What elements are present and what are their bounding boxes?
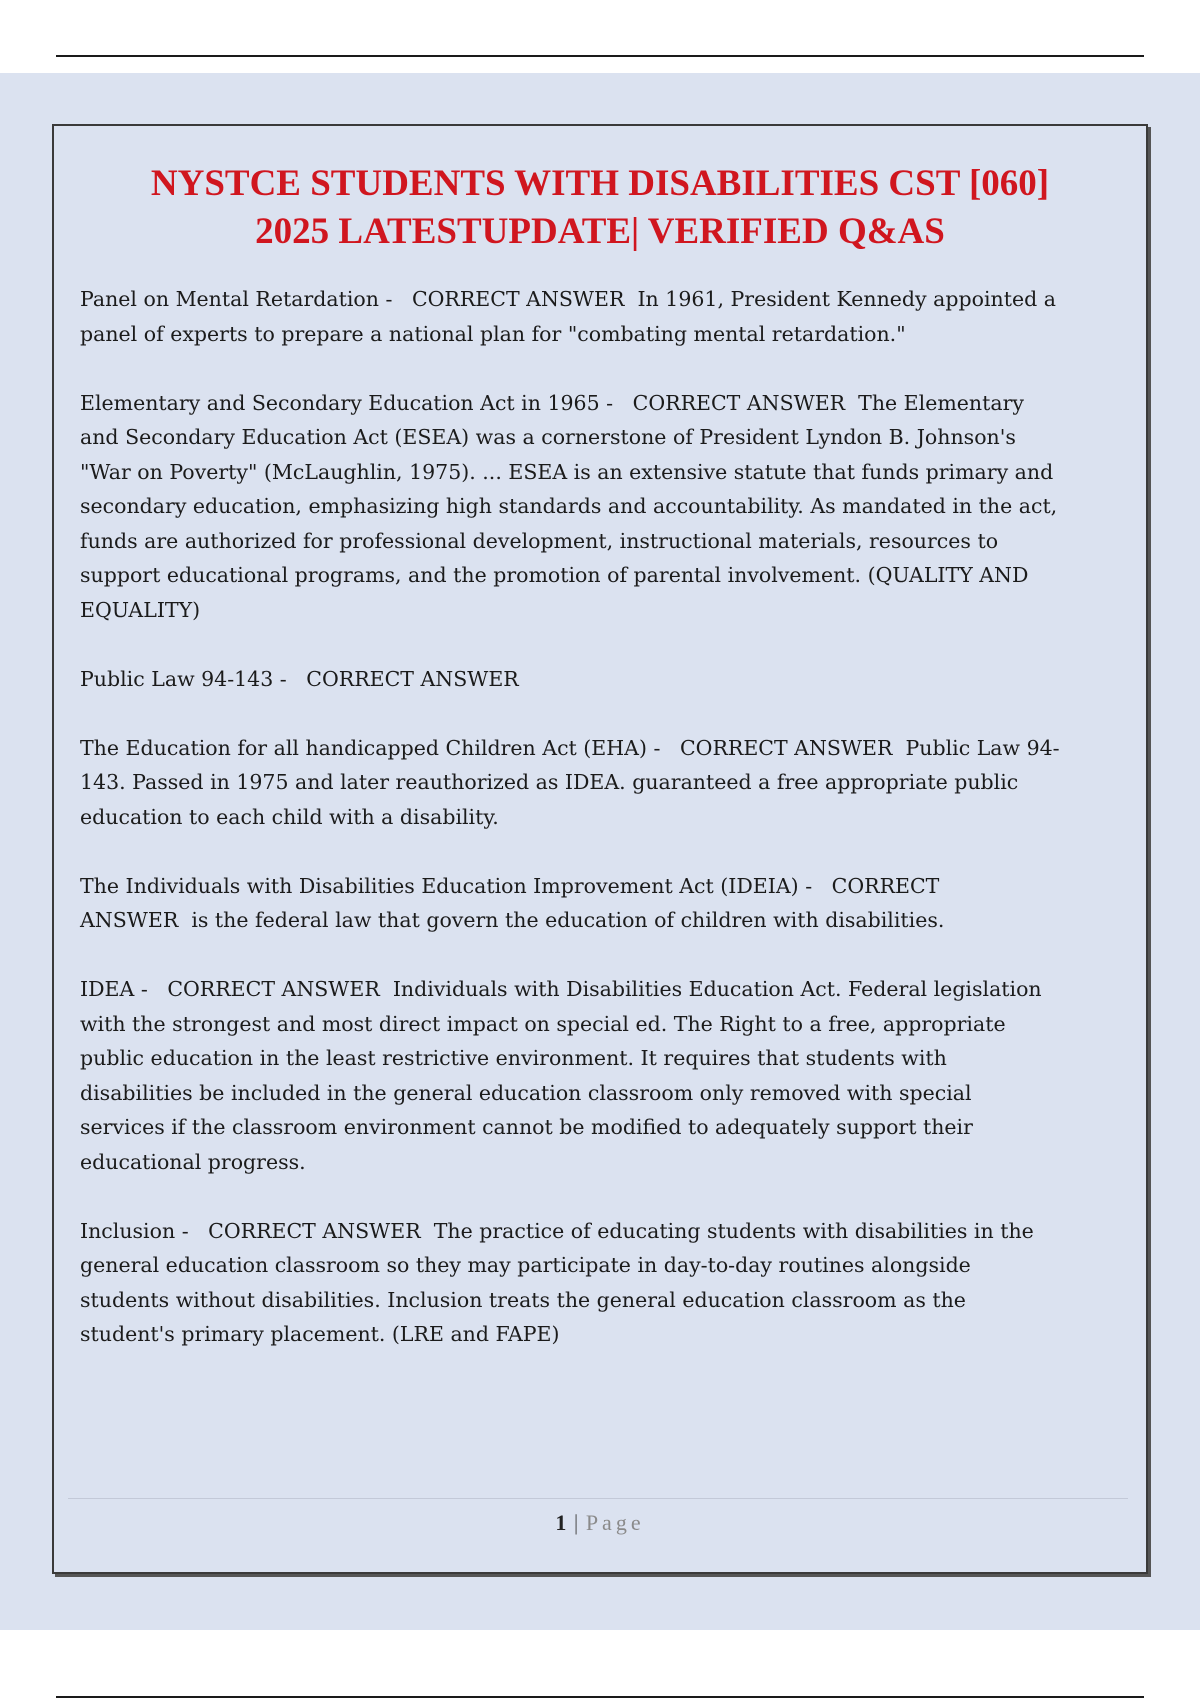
page-number: 1 — [555, 1510, 567, 1535]
qa-separator: - — [134, 977, 168, 1001]
qa-separator: - — [378, 287, 412, 311]
qa-separator: - — [646, 735, 680, 760]
correct-answer-label: CORRECT ANSWER — [411, 287, 625, 311]
qa-term: Inclusion — [80, 1218, 176, 1243]
qa-item — [80, 386, 1060, 628]
qa-item — [80, 972, 1060, 1179]
qa-separator: - — [175, 1218, 209, 1243]
correct-answer-label: CORRECT ANSWER — [306, 666, 519, 691]
qa-separator: - — [599, 390, 633, 415]
qa-separator: - — [798, 873, 832, 898]
qa-term: IDEA — [80, 977, 135, 1001]
correct-answer-label: CORRECT ANSWER — [632, 390, 846, 415]
qa-term: The Individuals with Disabilities Education Improvement Act (IDEIA) — [80, 873, 799, 898]
top-rule — [56, 55, 1144, 57]
correct-answer-label: CORRECT ANSWER — [208, 1218, 421, 1243]
document-page — [52, 124, 1148, 1574]
qa-answer: is the federal law that govern the education of children with disabilities. — [191, 908, 945, 932]
page-footer-separator: | — [573, 1510, 579, 1535]
page-label: Page — [585, 1510, 645, 1535]
correct-answer-label: CORRECT ANSWER — [167, 977, 380, 1001]
qa-item — [80, 282, 1060, 351]
qa-answer: The Elementary and Secondary Education Act (ESEA) was a cornerstone of President Lyndon B. Johnson's "War on Poverty" (McLaughlin, 1975). ... ESEA is an extensive statute that funds primary and secondary education, emphasizing high standards and accountability. As mandated in the act, funds are authorized for professional development, instructional materials, resources to support educational programs, and the promotion of parental involvement. (QUALITY AND EQUALITY) — [80, 390, 1058, 622]
qa-answer: Individuals with Disabilities Education Act. Federal legislation with the strongest and most direct impact on special ed. The Right to a free, appropriate public education in the least restrictive environment. It requires that students with disabilities be included in the general education classroom only removed with special services if the classroom environment cannot be modified to adequately support their educational progress. — [80, 977, 1042, 1174]
qa-term: Elementary and Secondary Education Act in 1965 — [80, 390, 600, 415]
document-title — [54, 160, 1146, 256]
qa-item — [80, 1214, 1060, 1352]
qa-term: The Education for all handicapped Children Act (EHA) — [80, 735, 647, 760]
qa-list — [80, 282, 1060, 1386]
bottom-rule — [56, 1696, 1144, 1698]
qa-item — [80, 662, 1060, 697]
qa-term: Panel on Mental Retardation — [80, 287, 379, 311]
qa-item — [80, 731, 1060, 835]
page-footer — [54, 1510, 1146, 1536]
qa-separator: - — [273, 666, 307, 691]
qa-answer: In 1961, President Kennedy appointed a panel of experts to prepare a national plan for "combating mental retardation." — [80, 287, 1056, 346]
qa-answer: Public Law 94-143. Passed in 1975 and later reauthorized as IDEA. guaranteed a free appropriate public education to each child with a disability. — [80, 735, 1060, 829]
correct-answer-label: CORRECT ANSWER — [80, 873, 940, 932]
footer-divider — [68, 1498, 1128, 1499]
document-title-line-2: 2025 LATESTUPDATE| VERIFIED Q&AS — [255, 211, 945, 252]
qa-term: Public Law 94-143 — [80, 666, 274, 691]
correct-answer-label: CORRECT ANSWER — [679, 735, 893, 760]
qa-answer: The practice of educating students with disabilities in the general education classroom so they may participate in day-to-day routines alongside students without disabilities. Inclusion treats the general education classroom as the student's primary placement. (LRE and FAPE) — [80, 1218, 1034, 1346]
qa-item — [80, 869, 1060, 938]
document-title-line-1: NYSTCE STUDENTS WITH DISABILITIES CST [060] — [150, 163, 1050, 204]
